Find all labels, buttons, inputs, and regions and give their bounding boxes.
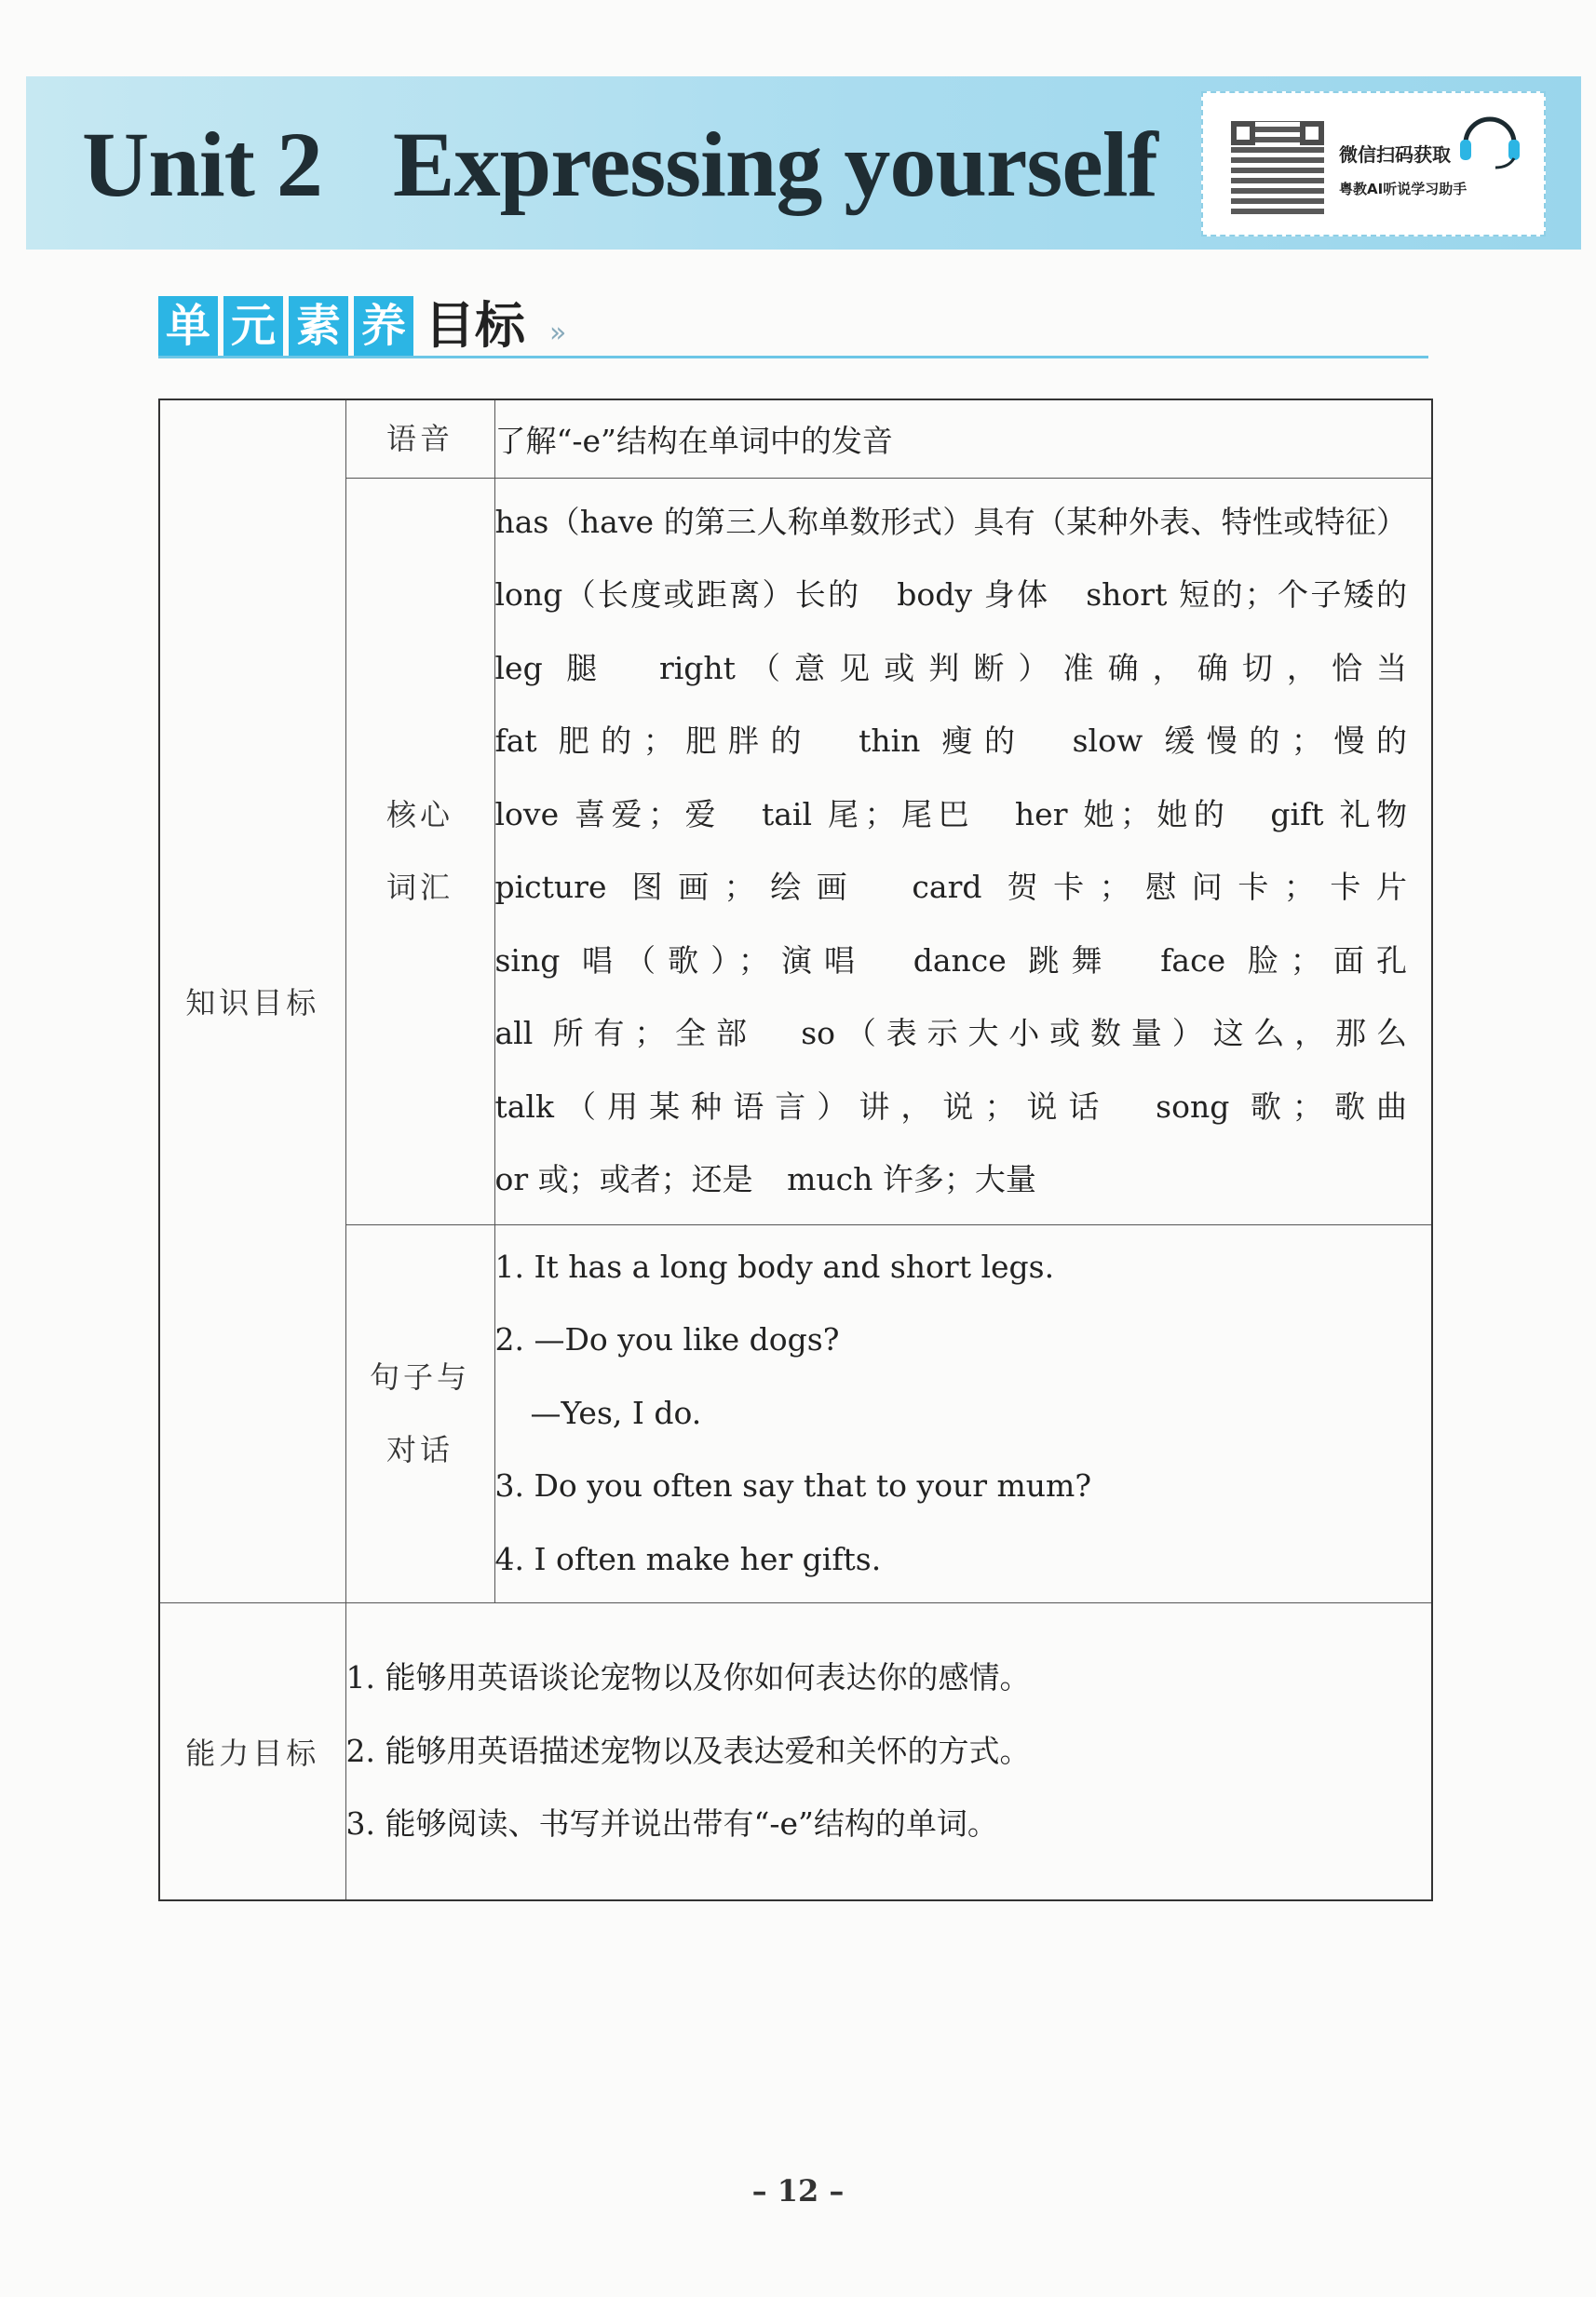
sentences-dialogue-label-line: 对话 bbox=[385, 1432, 453, 1467]
vocab-item: love 喜爱；爱 bbox=[494, 795, 722, 832]
vocab-item: short 短的；个子矮的 bbox=[1086, 576, 1407, 613]
sentences-dialogue-label-line: 句子与 bbox=[369, 1359, 470, 1395]
sentence-line: 1. It has a long body and short legs. bbox=[494, 1248, 1055, 1285]
core-vocabulary-label bbox=[345, 478, 494, 1224]
section-heading-char: 元 bbox=[223, 296, 283, 356]
table-row bbox=[159, 399, 1432, 478]
sentence-line: —Yes, I do. bbox=[530, 1394, 702, 1431]
unit-header-banner bbox=[26, 76, 1581, 250]
vocab-item: thin 瘦的 bbox=[859, 723, 1027, 759]
core-vocabulary-list bbox=[494, 478, 1432, 1224]
qr-code-icon bbox=[1231, 121, 1324, 214]
vocab-item: long（长度或距离）长的 bbox=[494, 576, 861, 613]
core-vocabulary-label-line: 核心 bbox=[385, 797, 453, 832]
vocab-item: face 脸；面孔 bbox=[1160, 941, 1407, 979]
sentences-dialogue-list bbox=[494, 1224, 1432, 1602]
vocab-item: card 贺卡；慰问卡；卡片 bbox=[912, 869, 1407, 905]
unit-name: Expressing yourself bbox=[392, 113, 1157, 216]
qr-promo-title: 微信扫码获取 bbox=[1339, 143, 1451, 166]
vocab-item: sing 唱（歌）；演唱 bbox=[494, 941, 868, 979]
sentence-line: 4. I often make her gifts. bbox=[494, 1540, 882, 1577]
vocab-item: body 身体 bbox=[897, 576, 1050, 613]
sentence-line: 3. Do you often say that to your mum? bbox=[494, 1467, 1092, 1505]
pronunciation-content: 了解“-e”结构在单词中的发音 bbox=[494, 399, 1432, 478]
section-heading-suffix: 目标 bbox=[425, 296, 525, 355]
knowledge-goals-label: 知识目标 bbox=[159, 399, 345, 1602]
ability-line: 3. 能够阅读、书写并说出带有“-e”结构的单词。 bbox=[345, 1805, 998, 1842]
section-heading-char: 素 bbox=[289, 296, 348, 356]
headset-icon bbox=[1453, 102, 1527, 171]
vocab-item: so（表示大小或数量）这么，那么 bbox=[801, 1015, 1407, 1051]
vocab-item: her 她；她的 bbox=[1014, 795, 1231, 832]
unit-number: Unit 2 bbox=[82, 113, 322, 216]
vocab-item: dance 跳舞 bbox=[913, 941, 1115, 979]
core-vocabulary-label-line: 词汇 bbox=[385, 870, 453, 905]
vocab-item: slow 缓慢的；慢的 bbox=[1072, 723, 1408, 759]
vocab-item: gift 礼物 bbox=[1270, 795, 1407, 832]
ability-line: 1. 能够用英语谈论宠物以及你如何表达你的感情。 bbox=[345, 1659, 1031, 1696]
vocab-item: much 许多；大量 bbox=[787, 1161, 1036, 1197]
pronunciation-label: 语音 bbox=[345, 399, 494, 478]
vocab-item: all 所有；全部 bbox=[494, 1015, 757, 1051]
section-heading-boxes bbox=[158, 296, 419, 356]
table-row bbox=[159, 1602, 1432, 1900]
vocab-item: right（意见或判断）准确，确切，恰当 bbox=[658, 649, 1408, 686]
page-number: – 12 – bbox=[751, 2173, 845, 2209]
vocab-item: or 或；或者；还是 bbox=[494, 1161, 753, 1197]
qr-promo-subtitle: 粤教AI听说学习助手 bbox=[1339, 181, 1468, 197]
unit-goals-table bbox=[158, 399, 1433, 1901]
vocab-item: talk（用某种语言）讲，说；说话 bbox=[494, 1088, 1111, 1125]
table-row bbox=[159, 1224, 1432, 1602]
table-row bbox=[159, 478, 1432, 1224]
section-divider bbox=[158, 356, 1428, 358]
vocab-item: leg 腿 bbox=[494, 649, 612, 686]
chevron-right-icon: » bbox=[549, 317, 567, 349]
qr-promo-box[interactable] bbox=[1201, 91, 1546, 236]
vocab-item: fat 肥的；肥胖的 bbox=[494, 723, 814, 759]
vocab-item: tail 尾；尾巴 bbox=[761, 795, 975, 832]
vocab-item: has（have 的第三人称单数形式）具有（某种外表、特性或特征） bbox=[494, 503, 1407, 540]
ability-goals-list bbox=[345, 1602, 1432, 1900]
ability-line: 2. 能够用英语描述宠物以及表达爱和关怀的方式。 bbox=[345, 1732, 1031, 1769]
ability-goals-label: 能力目标 bbox=[159, 1602, 345, 1900]
vocab-item: song 歌；歌曲 bbox=[1156, 1088, 1408, 1125]
sentences-dialogue-label bbox=[345, 1224, 494, 1602]
unit-title bbox=[82, 95, 1157, 235]
section-heading-char: 单 bbox=[158, 296, 218, 356]
vocab-item: picture 图画；绘画 bbox=[494, 869, 863, 905]
section-heading-char: 养 bbox=[354, 296, 413, 356]
sentence-line: 2. —Do you like dogs? bbox=[494, 1321, 840, 1358]
